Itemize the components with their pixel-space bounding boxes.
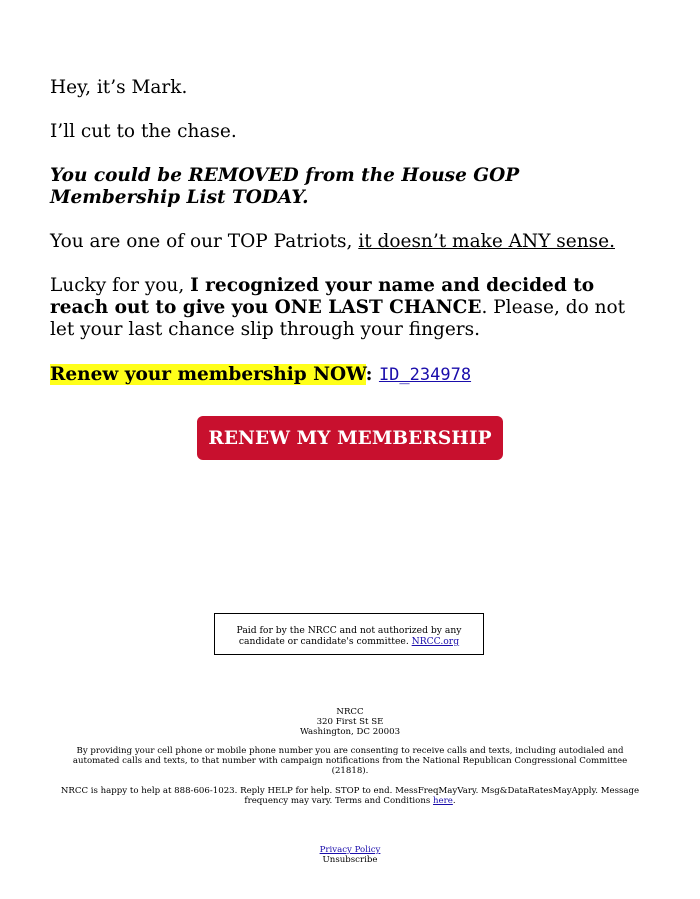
removal-warning: You could be REMOVED from the House GOP Membership List TODAY. (50, 165, 520, 208)
terms-here-link[interactable]: here (433, 796, 453, 806)
paid-for-text: Paid for by the NRCC and not authorized by any candidate or candidate's committee. (236, 625, 462, 647)
renew-colon: : (365, 364, 379, 385)
renew-highlight: Renew your membership NOW (50, 364, 366, 385)
footer-help (60, 786, 640, 806)
footer-address (60, 707, 640, 737)
patriots-line (50, 231, 615, 253)
footer-city: Washington, DC 20003 (299, 727, 401, 737)
footer-org: NRCC (336, 707, 364, 717)
renew-line (50, 364, 471, 386)
intro-line: I’ll cut to the chase. (50, 121, 237, 142)
lucky-bold: I recognized your name and decided to reach out to give you ONE LAST CHANCE (50, 275, 595, 318)
paid-for-disclaimer (214, 613, 484, 655)
privacy-policy-link[interactable]: Privacy Policy (319, 845, 381, 855)
footer-help-end: . (452, 796, 456, 806)
lucky-prefix: Lucky for you, (50, 275, 191, 296)
unsubscribe-link[interactable]: Unsubscribe (322, 855, 378, 865)
footer-street: 320 First St SE (316, 717, 384, 727)
lucky-suffix: . Please, do not let your last chance slip through your fingers. (50, 297, 626, 340)
patriots-underlined: it doesn’t make ANY sense. (358, 231, 615, 252)
footer-help-text: NRCC is happy to help at 888-606-1023. Reply HELP for help. STOP to end. MessFreqMayVary. Msg&DataRatesMayApply. Message frequency may vary. Terms and Conditions (60, 786, 640, 806)
greeting: Hey, it’s Mark. (50, 77, 188, 98)
footer-links (60, 845, 640, 865)
membership-id-link[interactable]: ID_234978 (378, 365, 472, 385)
footer-consent: By providing your cell phone or mobile phone number you are consenting to receive calls and texts, including autodialed and automated calls and texts, to that number with campaign notifications from the National Republican Congressional Committee (21818). (72, 746, 628, 776)
patriots-prefix: You are one of our TOP Patriots, (50, 231, 359, 252)
lucky-paragraph (50, 275, 650, 341)
renew-membership-button[interactable]: RENEW MY MEMBERSHIP (197, 416, 503, 460)
nrcc-site-link[interactable]: NRCC.org (411, 636, 460, 647)
